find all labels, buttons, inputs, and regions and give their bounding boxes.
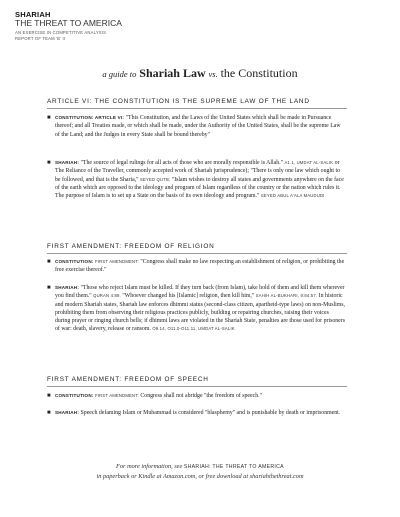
bullet-label: CONSTITUTION:	[55, 393, 94, 398]
section-divider	[47, 108, 347, 109]
bullet-label: CONSTITUTION: ARTICLE VI:	[55, 115, 125, 120]
bullet-label: SHARIAH:	[55, 410, 80, 415]
section-heading-article-vi: ARTICLE VI: THE CONSTITUTION IS THE SUPREME LAW OF THE LAND	[47, 98, 310, 105]
footer-line-1	[0, 462, 400, 472]
footer-book-title: SHARIAH: THE THREAT TO AMERICA	[183, 464, 284, 470]
bullet-label: CONSTITUTION:	[55, 259, 94, 264]
bullet-constitution-article-vi	[47, 114, 345, 139]
bullet-sublabel: FIRST AMENDMENT:	[95, 393, 139, 398]
bullet-shariah-speech	[47, 409, 345, 417]
citation: A1.1, UMDAT AL-SALIK	[284, 160, 334, 165]
footer-line-2: in paperback or Kindle at Amazon.com, or free download at shariahthethreat.com	[96, 473, 304, 480]
brand-header	[15, 10, 122, 42]
title-prefix: a guide to	[102, 69, 137, 79]
bullet-dot: ■	[47, 160, 51, 166]
bullet-text: In historic and modern Shariah states, Shariah law enforces dhimmi status (second-class citizen, apartheid-type laws) on non-Muslims, prohibiting them from observing their religious practices publicly, building or repairing churches, raising their voices during prayer or ringing church bells; if dhimmi laws are violated in the Shariah State, penalties are those used for prisoners of war: death, slavery, release or ransom.	[55, 293, 346, 333]
title-constitution: the Constitution	[220, 66, 298, 80]
citation: O9.14, O11.0-O11.11, UMDAT AL-SALIK	[152, 326, 235, 332]
report-line-2: REPORT OF TEAM 'B' II	[15, 36, 66, 41]
section-heading-freedom-of-speech: FIRST AMENDMENT: FREEDOM OF SPEECH	[47, 376, 209, 383]
bullet-shariah-religion	[47, 284, 346, 334]
bullet-shariah-article-vi	[47, 159, 345, 200]
page-title	[0, 66, 400, 81]
bullet-text: Congress shall not abridge "the freedom of speech."	[140, 393, 262, 399]
bullet-text: Speech defaming Islam or Muhammad is considered "blasphemy" and is punishable by death or imprisonment.	[80, 410, 341, 416]
bullet-dot: ■	[47, 393, 51, 399]
citation: SEYED QUTB;	[140, 176, 171, 182]
citation: QURAN 4:89.	[93, 293, 121, 299]
citation: SEYED ABUL A'ALA MAUDUDI	[260, 193, 325, 199]
footer-text: For more information, see	[116, 463, 183, 470]
section-divider	[47, 386, 347, 387]
bullet-constitution-religion	[47, 258, 345, 275]
bullet-constitution-speech	[47, 392, 345, 400]
footer-note	[0, 462, 400, 481]
bullet-text: "This Constitution, and the Laws of the United States which shall be made in Pursuance thereof; and all Treaties made, or which shall be made, under the Authority of the United States, shall be the supreme Law of the Land; and the Judges in every State shall be bound thereby"	[55, 115, 341, 138]
brand-subtitle: THE THREAT TO AMERICA	[15, 18, 122, 28]
bullet-dot: ■	[47, 259, 51, 265]
bullet-dot: ■	[47, 115, 51, 121]
section-divider	[47, 253, 347, 254]
bullet-text: "Whoever changed his [Islamic] religion, then kill him,"	[122, 293, 255, 300]
bullet-dot: ■	[47, 410, 51, 416]
brand-title: SHARIAH	[15, 10, 51, 19]
title-shariah: Shariah Law	[139, 66, 206, 80]
bullet-text: "The source of legal rulings for all acts of those who are morally responsible is Allah."	[80, 160, 283, 166]
bullet-dot: ■	[47, 285, 51, 291]
bullet-text: "Congress shall make no law respecting an establishment of religion, or prohibiting the free exercise thereof."	[55, 259, 345, 274]
report-line-1: AN EXERCISE IN COMPETITIVE ANALYSIS	[15, 30, 107, 35]
bullet-text: or The Reliance of the Traveller, commonly accepted work of Shariah jurisprudence); "There is only one law which ought to be followed, and that is the Sharia,"	[55, 160, 341, 183]
bullet-text: "Islam wishes to destroy all states and governments anywhere on the face of the earth which are opposed to the ideology and program of Islam regardless of the country or the nation which rules it. The purpose of Islam is to set up a State on the basis of its own ideology and program."	[55, 176, 344, 200]
bullet-text: "Those who reject Islam must be killed. If they turn back (from Islam), take hold of them and kill them wherever you find them."	[55, 285, 345, 300]
bullet-label: SHARIAH:	[55, 160, 80, 165]
title-vs: vs.	[208, 69, 218, 79]
bullet-sublabel: FIRST AMENDMENT:	[95, 259, 139, 264]
section-heading-freedom-of-religion: FIRST AMENDMENT: FREEDOM OF RELIGION	[47, 243, 215, 250]
bullet-label: SHARIAH:	[55, 285, 80, 290]
citation: SAHIH AL-BUKHARI, 9:84:57.	[255, 293, 318, 299]
